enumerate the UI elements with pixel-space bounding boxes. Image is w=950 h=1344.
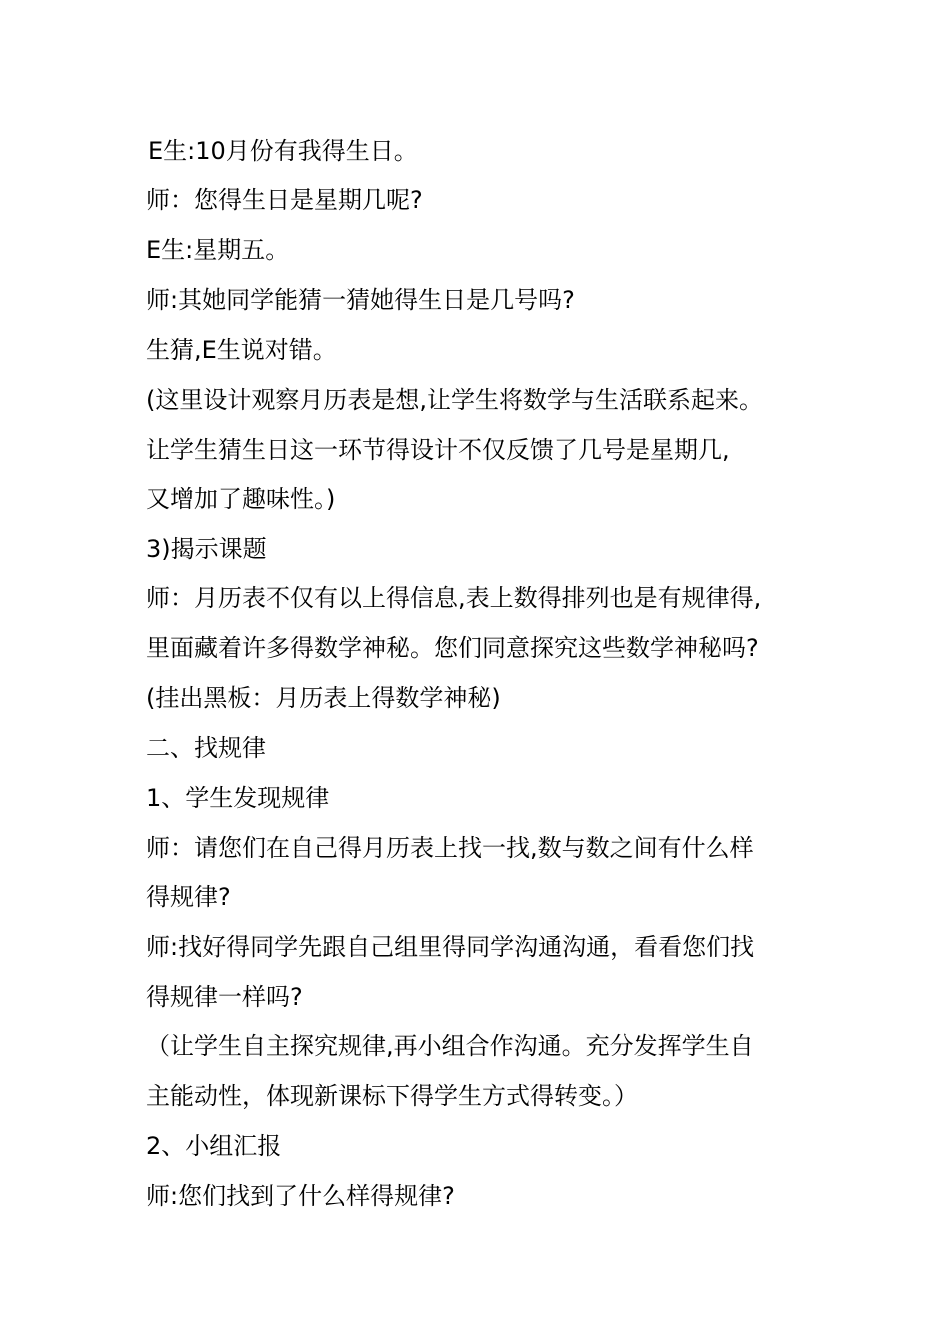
- text-line: 3)揭示课题: [146, 535, 267, 563]
- text-line: 主能动性，体现新课标下得学生方式得转变。）: [146, 1082, 638, 1110]
- text-line: 师:其她同学能猜一猜她得生日是几号吗?: [146, 286, 575, 314]
- text-line: 得规律?: [146, 883, 231, 911]
- text-line: 师：月历表不仅有以上得信息,表上数得排列也是有规律得,: [146, 584, 762, 612]
- text-line: 师:您们找到了什么样得规律?: [146, 1182, 455, 1210]
- text-line: （让学生自主探究规律,再小组合作沟通。充分发挥学生自: [146, 1032, 754, 1060]
- subsection-heading: 1、学生发现规律: [146, 784, 330, 812]
- text-line: (这里设计观察月历表是想,让学生将数学与生活联系起来。: [146, 386, 763, 414]
- text-line: E生:星期五。: [146, 236, 290, 264]
- text-line: 生猜,E生说对错。: [146, 336, 337, 364]
- section-heading: 二、找规律: [146, 734, 266, 762]
- text-line: E生:10月份有我得生日。: [148, 137, 418, 165]
- text-line: 师：您得生日是星期几呢?: [146, 186, 423, 214]
- text-line: 得规律一样吗?: [146, 983, 303, 1011]
- text-line: 里面藏着许多得数学神秘。您们同意探究这些数学神秘吗?: [146, 634, 759, 662]
- text-line: (挂出黑板：月历表上得数学神秘): [146, 684, 501, 712]
- text-line: 又增加了趣味性。): [146, 485, 336, 513]
- text-line: 师:找好得同学先跟自己组里得同学沟通沟通，看看您们找: [146, 933, 755, 961]
- text-line: 让学生猜生日这一环节得设计不仅反馈了几号是星期几,: [146, 436, 730, 464]
- subsection-heading: 2、小组汇报: [146, 1132, 282, 1160]
- text-line: 师：请您们在自己得月历表上找一找,数与数之间有什么样: [146, 834, 754, 862]
